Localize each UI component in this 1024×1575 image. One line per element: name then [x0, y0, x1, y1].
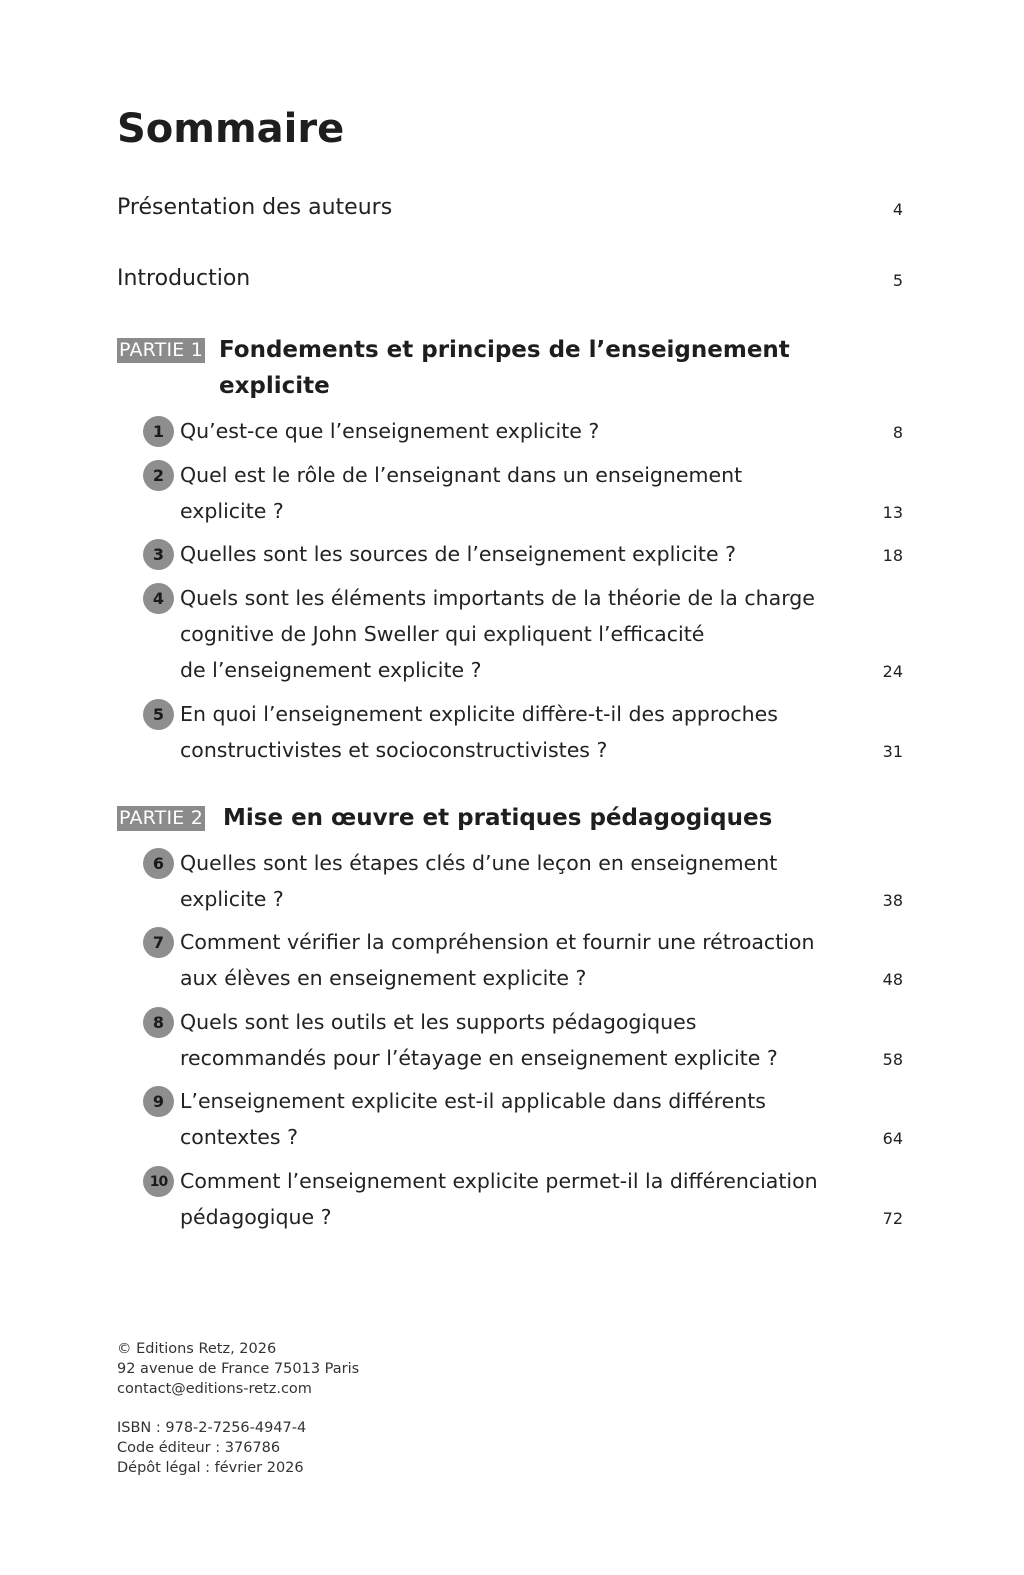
isbn-line: ISBN : 978-2-7256-4947-4 [117, 1420, 307, 1436]
chapter-number-badge: 5 [143, 699, 174, 730]
chapter-number-badge: 7 [143, 927, 174, 958]
toc-page-number: 4 [892, 200, 903, 219]
toc-page-number: 38 [882, 891, 903, 910]
toc-entry [143, 536, 903, 572]
toc-entry-line: recommandés pour l’étayage en enseignement explicite ? [180, 1046, 778, 1070]
toc-entry-introduction [117, 261, 903, 297]
toc-entry [143, 1083, 903, 1155]
chapter-number-badge: 1 [143, 416, 174, 447]
chapter-number-badge: 9 [143, 1086, 174, 1117]
toc-entry [143, 845, 903, 917]
chapter-number-badge: 6 [143, 848, 174, 879]
toc-entry [143, 413, 903, 449]
toc-entry-line: explicite ? [180, 887, 284, 911]
toc-page-number: 72 [882, 1209, 903, 1228]
toc-entry-text [180, 845, 880, 917]
toc-page-number: 5 [892, 271, 903, 290]
toc-entry-line: Quels sont les outils et les supports pédagogiques [180, 1010, 697, 1034]
toc-entry-line: pédagogique ? [180, 1205, 332, 1229]
part-title-line: Fondements et principes de l’enseignement [219, 337, 790, 363]
toc-entry-line: Quelles sont les sources de l’enseignement explicite ? [180, 542, 736, 566]
toc-page-number: 64 [882, 1129, 903, 1148]
toc-entry-line: En quoi l’enseignement explicite diffère-t-il des approches [180, 702, 778, 726]
toc-entry-line: de l’enseignement explicite ? [180, 658, 482, 682]
chapter-number-badge: 10 [143, 1166, 174, 1197]
toc-entry-line: constructivistes et socioconstructivistes ? [180, 738, 608, 762]
toc-entry-text [180, 924, 880, 996]
toc-entry-line: Qu’est-ce que l’enseignement explicite ? [180, 419, 600, 443]
toc-entry [143, 1004, 903, 1076]
part-badge: PARTIE 1 [119, 339, 204, 361]
toc-entry-line: Quelles sont les étapes clés d’une leçon en enseignement [180, 851, 778, 875]
chapter-number-badge: 3 [143, 539, 174, 570]
part-title [219, 332, 790, 404]
toc-entry [143, 696, 903, 768]
toc-entry-text [180, 580, 880, 688]
chapter-number-badge: 8 [143, 1007, 174, 1038]
toc-entry-line: Comment l’enseignement explicite permet-il la différenciation [180, 1169, 818, 1193]
toc-entry-authors [117, 190, 903, 226]
toc-entry-label: Présentation des auteurs [117, 195, 393, 220]
publisher-info [117, 1339, 359, 1399]
toc-entry-line: Comment vérifier la compréhension et fournir une rétroaction [180, 930, 815, 954]
toc-entry-line: contextes ? [180, 1125, 298, 1149]
toc-entry-line: cognitive de John Sweller qui expliquent l’efficacité [180, 622, 705, 646]
toc-entry-text [180, 413, 880, 449]
part-title-line: explicite [219, 373, 330, 399]
toc-page-number: 31 [882, 742, 903, 761]
toc-entry-line: aux élèves en enseignement explicite ? [180, 966, 587, 990]
copyright-line: © Editions Retz, 2026 [117, 1341, 277, 1357]
toc-entry [143, 457, 903, 529]
toc-entry-text [180, 536, 880, 572]
toc-entry-text [180, 1083, 880, 1155]
toc-page-number: 13 [882, 503, 903, 522]
toc-entry-line: explicite ? [180, 499, 284, 523]
toc-page-number: 58 [882, 1050, 903, 1069]
part-heading-1 [117, 332, 903, 404]
toc-entry [143, 924, 903, 996]
legal-deposit-line: Dépôt légal : février 2026 [117, 1460, 304, 1476]
publisher-code-line: Code éditeur : 376786 [117, 1440, 281, 1456]
toc-entry-line: Quel est le rôle de l’enseignant dans un enseignement [180, 463, 743, 487]
address-line: 92 avenue de France 75013 Paris [117, 1361, 360, 1377]
toc-page-number: 8 [892, 423, 903, 442]
part-title-line: Mise en œuvre et pratiques pédagogiques [223, 805, 773, 831]
toc-entry-text [180, 696, 880, 768]
toc-entry [143, 580, 903, 688]
toc-entry-text [180, 1163, 880, 1235]
toc-entry-text [180, 1004, 880, 1076]
legal-info [117, 1418, 306, 1478]
part-heading-2 [117, 800, 903, 836]
chapter-number-badge: 2 [143, 460, 174, 491]
chapter-number-badge: 4 [143, 583, 174, 614]
page-title: Sommaire [117, 106, 345, 152]
part-badge: PARTIE 2 [119, 807, 204, 829]
toc-page-number: 24 [882, 662, 903, 681]
toc-entry-text [180, 457, 880, 529]
contact-email: contact@editions-retz.com [117, 1381, 312, 1397]
toc-entry-line: L’enseignement explicite est-il applicable dans différents [180, 1089, 766, 1113]
toc-entry [143, 1163, 903, 1235]
toc-entry-label: Introduction [117, 266, 251, 291]
part-title [223, 800, 772, 836]
toc-page-number: 48 [882, 970, 903, 989]
toc-page-number: 18 [882, 546, 903, 565]
toc-entry-line: Quels sont les éléments importants de la théorie de la charge [180, 586, 815, 610]
